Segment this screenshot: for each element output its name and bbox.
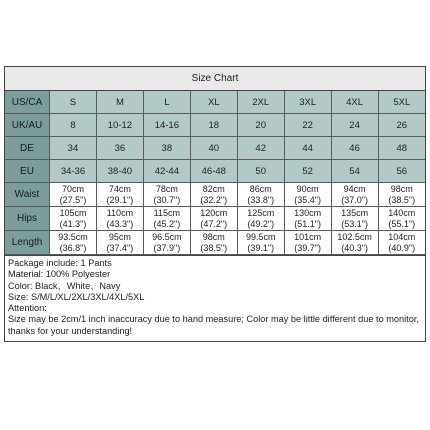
size-cell: 26 <box>378 114 425 137</box>
measurement-cell <box>143 231 190 255</box>
measurement-cell <box>284 183 331 207</box>
size-cell: 46-48 <box>190 160 237 183</box>
inch-value: (37.4") <box>106 242 134 253</box>
inch-value: (30.7") <box>153 194 181 205</box>
inch-value: (41.3") <box>59 218 87 229</box>
measurement-cell <box>190 207 237 231</box>
row-label: Waist <box>5 183 50 207</box>
chart-title: Size Chart <box>5 67 425 91</box>
inch-value: (47.2") <box>200 218 228 229</box>
inch-value: (51.1") <box>294 218 322 229</box>
size-cell: 56 <box>378 160 425 183</box>
size-table <box>5 91 425 255</box>
inch-value: (53.1") <box>341 218 368 229</box>
inch-value: (55.1") <box>388 218 416 229</box>
cm-value: 102.5cm <box>337 232 372 242</box>
measurement-cell <box>96 207 143 231</box>
cm-value: 98cm <box>202 232 225 242</box>
size-cell: 52 <box>284 160 331 183</box>
measurement-cell <box>190 231 237 255</box>
size-cell: M <box>96 91 143 114</box>
size-cell: 22 <box>284 114 331 137</box>
cm-value: 105cm <box>59 208 87 218</box>
measurement-cell <box>378 207 425 231</box>
cm-value: 96.5cm <box>152 232 182 242</box>
note-line: Color: Black、White、Navy <box>8 280 121 291</box>
measurement-cell <box>190 183 237 207</box>
cm-value: 86cm <box>249 184 272 194</box>
row-label: UK/AU <box>5 114 50 137</box>
inch-value: (37.9") <box>153 242 181 253</box>
measurement-cell <box>50 207 97 231</box>
cm-value: 74cm <box>108 184 131 194</box>
cm-value: 82cm <box>202 184 225 194</box>
size-cell: L <box>143 91 190 114</box>
measurement-cell <box>143 207 190 231</box>
measurement-cell <box>237 183 284 207</box>
product-notes <box>5 255 425 341</box>
size-cell: 40 <box>190 137 237 160</box>
size-cell: 34 <box>50 137 97 160</box>
cm-value: 93.5cm <box>58 232 88 242</box>
measurement-cell <box>50 231 97 255</box>
cm-value: 130cm <box>294 208 322 218</box>
inch-value: (27.5") <box>59 194 87 205</box>
cm-value: 90cm <box>296 184 319 194</box>
size-row <box>5 160 425 183</box>
note-line: Package include: 1 Pants <box>8 258 112 268</box>
size-cell: 48 <box>378 137 425 160</box>
inch-value: (40.9") <box>388 242 416 253</box>
row-label: Length <box>5 231 50 255</box>
cm-value: 115cm <box>153 208 181 218</box>
note-line: thanks for your understanding! <box>8 325 133 336</box>
cm-value: 99.5cm <box>245 232 276 242</box>
cm-value: 70cm <box>61 184 84 194</box>
cm-value: 125cm <box>247 208 275 218</box>
size-cell: 38 <box>143 137 190 160</box>
measurement-cell <box>96 183 143 207</box>
inch-value: (43.3") <box>106 218 134 229</box>
measurement-cell <box>284 207 331 231</box>
cm-value: 78cm <box>155 184 178 194</box>
size-cell: 42 <box>237 137 284 160</box>
size-row <box>5 137 425 160</box>
cm-value: 95cm <box>108 232 131 242</box>
size-cell: 8 <box>50 114 97 137</box>
size-cell: 44 <box>284 137 331 160</box>
size-chart <box>4 66 426 342</box>
measurement-row <box>5 207 425 231</box>
size-cell: 10-12 <box>96 114 143 137</box>
measurement-cell <box>331 231 378 255</box>
cm-value: 101cm <box>294 232 322 242</box>
cm-value: 120cm <box>200 208 228 218</box>
size-cell: 4XL <box>331 91 378 114</box>
measurement-cell <box>378 231 425 255</box>
size-cell: 42-44 <box>143 160 190 183</box>
note-line: Material: 100% Polyester <box>8 269 111 280</box>
measurement-row <box>5 183 425 207</box>
size-cell: 54 <box>331 160 378 183</box>
measurement-cell <box>331 183 378 207</box>
inch-value: (32.2") <box>200 194 228 205</box>
measurement-row <box>5 231 425 255</box>
row-label: DE <box>5 137 50 160</box>
note-line: Attention: <box>8 303 47 314</box>
cm-value: 140cm <box>388 208 416 218</box>
cm-value: 110cm <box>106 208 134 218</box>
measurement-cell <box>237 207 284 231</box>
inch-value: (29.1") <box>106 194 134 205</box>
cm-value: 104cm <box>388 232 416 242</box>
size-cell: 50 <box>237 160 284 183</box>
size-cell: 3XL <box>284 91 331 114</box>
cm-value: 98cm <box>390 184 413 194</box>
size-cell: 38-40 <box>96 160 143 183</box>
inch-value: (49.2") <box>247 218 275 229</box>
row-label: Hips <box>5 207 50 231</box>
cm-value: 94cm <box>343 184 366 194</box>
size-cell: 20 <box>237 114 284 137</box>
measurement-cell <box>284 231 331 255</box>
inch-value: (33.8") <box>247 194 275 205</box>
size-table-body <box>5 91 425 255</box>
measurement-cell <box>50 183 97 207</box>
inch-value: (45.2") <box>153 218 181 229</box>
note-line: Size may be 2cm/1 inch inaccuracy due to hand measure; Color may be little different due to monitor, <box>8 314 419 325</box>
size-row <box>5 114 425 137</box>
size-cell: 24 <box>331 114 378 137</box>
inch-value: (35.4") <box>294 194 322 205</box>
measurement-cell <box>331 207 378 231</box>
size-row <box>5 91 425 114</box>
size-cell: 46 <box>331 137 378 160</box>
measurement-cell <box>143 183 190 207</box>
size-cell: S <box>50 91 97 114</box>
size-cell: 18 <box>190 114 237 137</box>
measurement-cell <box>96 231 143 255</box>
inch-value: (37.0") <box>341 194 368 205</box>
note-line: Size: S/M/L/XL/2XL/3XL/4XL/5XL <box>8 291 145 302</box>
inch-value: (38.5") <box>388 194 416 205</box>
cm-value: 135cm <box>341 208 369 218</box>
size-cell: 34-36 <box>50 160 97 183</box>
size-cell: 36 <box>96 137 143 160</box>
measurement-cell <box>237 231 284 255</box>
row-label: US/CA <box>5 91 50 114</box>
inch-value: (38.5") <box>200 242 228 253</box>
inch-value: (40.3") <box>341 242 368 253</box>
size-cell: XL <box>190 91 237 114</box>
size-cell: 14-16 <box>143 114 190 137</box>
size-cell: 2XL <box>237 91 284 114</box>
inch-value: (36.8") <box>59 242 87 253</box>
measurement-cell <box>378 183 425 207</box>
inch-value: (39.1") <box>247 242 275 253</box>
inch-value: (39.7") <box>294 242 322 253</box>
size-cell: 5XL <box>378 91 425 114</box>
row-label: EU <box>5 160 50 183</box>
